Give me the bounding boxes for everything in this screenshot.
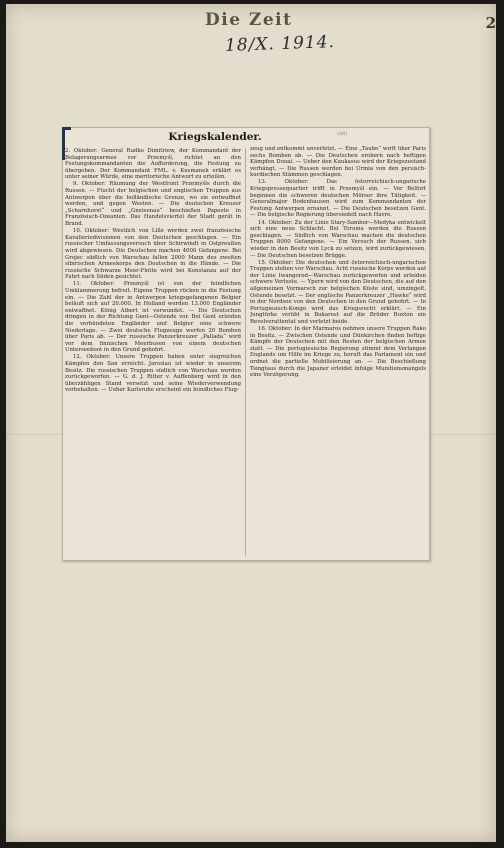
clipping-left-column (65, 148, 241, 558)
entry-paragraph: 2. Oktober: General Radko Dimitriew, der Kommandant der Belagerungsarmee vor Przemyśl, richtet an den Festungskommandanten die Aufforderung, die Festung zu übergeben. Der Kommandant FML. v. Kusmanek erklärt es unter seiner Würde, eine meritorische Antwort zu erteilen. (65, 148, 241, 181)
entry-paragraph: 14. Oktober: Zu der Linie Stary-Sambor—Medyka entwickelt sich eine neue Schlacht. Bei Toroma werden die Russen geschlagen. — Südlich von Warschau machen die deutschen Truppen 8000 Gefangene. — Ein Versuch der Russen, sich wieder in den Besitz von Lyck zu setzen, wird zurückgewiesen. — Die Deutschen besetzen Brügge. (250, 219, 426, 259)
page-number: 2 (485, 14, 496, 32)
entry-paragraph: 10. Oktober: Westlich von Lille werden zwei französische Kavalleriedivisionen von den Deutschen geschlagen. — Ein russischer Umfassungsversuch über Schirwindt in Ostpreußen wird abgewiesen. Die Deutschen machen 4000 Gefangene. Bei Grojec südlich von Warschau fallen 2000 Mann des zweiten sibirischen Armeekorps den Deutschen in die Hände. — Die russische Schwarze Meer-Flotte wird bei Konstanza auf der Fahrt nach Süden gesichtet. (65, 228, 241, 281)
entry-paragraph: 16. Oktober: In der Marmaros nehmen unsere Truppen Rako in Besitz. — Zwischen Ostende und Dünkirchen finden heftige Kämpfe der Deutschen mit den Resten der belgischen Armee statt. — Die portugiesische Regierung stimmt dem Verlangen Englands um Hilfe im Kriege zu, beruft das Parlament ein und ordnet die partielle Mobilisierung an. — Die Beschießung Tsingtaus durch die Japaner erleidet infolge Munitionsmangels eine Verzögerung. (250, 326, 426, 379)
entry-paragraph: 12. Oktober: Unsere Truppen haben unter siegreichen Kämpfen den San erreicht. Jaroslau ist wieder in unserem Besitz. Die russischen Truppen südlich von Warschau werden zurückgeworfen. — G. d. J. Ritter v. Auffenberg wird in den überzähligen Stand versetzt und seine Wiederverwendung vorbehalten. — Ueber Karlsruhe erscheint ein feindliches Flug- (65, 354, 241, 394)
entry-paragraph: 13. Oktober: Das österreichisch-ungarische Kriegspressequartier trifft in Przemyśl ein. — Vor Belfort beginnen die schweren deutschen Mörser ihre Tätigkeit. — Generalmajor Bodenhausen wird zum Kommandanten der Festung Antwerpen ernannt. — Die Deutschen besetzen Gent. — Die belgische Regierung übersiedelt nach Havre. (250, 179, 426, 219)
entry-paragraph: 9. Oktober: Räumung der Westfront Przemyśls durch die Russen. — Flucht der belgischen und englischen Truppen aus Antwerpen über die holländische Grenze, wo sie entwaffnet werden, und gegen Westen. — Die deutschen Kreuzer „Scharnhorst“ und „Gneisenau“ beschießen Papeete in Französisch-Ozeanien. Das Handelsviertel der Stadt gerät in Brand. (65, 181, 241, 228)
entry-paragraph: 11. Oktober: Przemyśl ist von der feindlichen Umklammerung befreit. Eigene Truppen rücken in die Festung ein. — Die Zahl der in Antwerpen kriegsgefangenen Belgier beläuft sich auf 20.000. In Holland werden 13.000 Engländer entwaffnet. König Albert ist verwundet. — Die Deutschen dringen in der Richtung Gent—Ostende vor. Bei Gent erleiden die verbündeten Engländer und Belgier eine schwere Niederlage. — Zwei deutsche Flugzeuge werfen 20 Bomben über Paris ab. — Der russische Panzerkreuzer „Pallada“ wird vor dem finnischen Meerbusen von einem deutschen Unterseeboot in den Grund gebohrt. (65, 281, 241, 354)
clipping-right-column (250, 146, 426, 558)
column-divider (245, 148, 246, 556)
entry-paragraph: zeug und entkommt unverletzt. — Eine „Taube“ wirft über Paris sechs Bomben ab. — Die Deutschen erobern nach heftigen Kämpfen Douai. — Ueber den Kaukasus wird der Kriegszustand verhängt. — Die Russen werden bei Urmia von den persisch-kurdischen Stämmen geschlagen. (250, 146, 426, 179)
newspaper-masthead: Die Zeit (205, 10, 293, 30)
clipping-title: Kriegskalender. (168, 131, 262, 143)
archive-stamp: (88) (337, 131, 348, 137)
handwritten-date: 18/X. 1914. (224, 32, 336, 56)
entry-paragraph: 15. Oktober: Die deutschen und österreichisch-ungarischen Truppen stehen vor Warschau. Acht russische Korps werden auf der Linie Iwangorod—Warschau zurückgeworfen und erleiden schwere Verluste. — Ypern wird von den Deutschen, die auf den allgemeinen Vormarsch zur belgischen Küste sind, umzingelt. Ostende besetzt. — Der englische Panzerkreuzer „Hawke“ wird in der Nordsee von den Deutschen in den Grund gebohrt. — In Portugiesisch-Kongo wird das Kriegsrecht erklärt. — Ein Jungtürke verübt in Bukarest auf die Brüder Buxton ein Revolverattentat und verletzt beide. (250, 259, 426, 325)
